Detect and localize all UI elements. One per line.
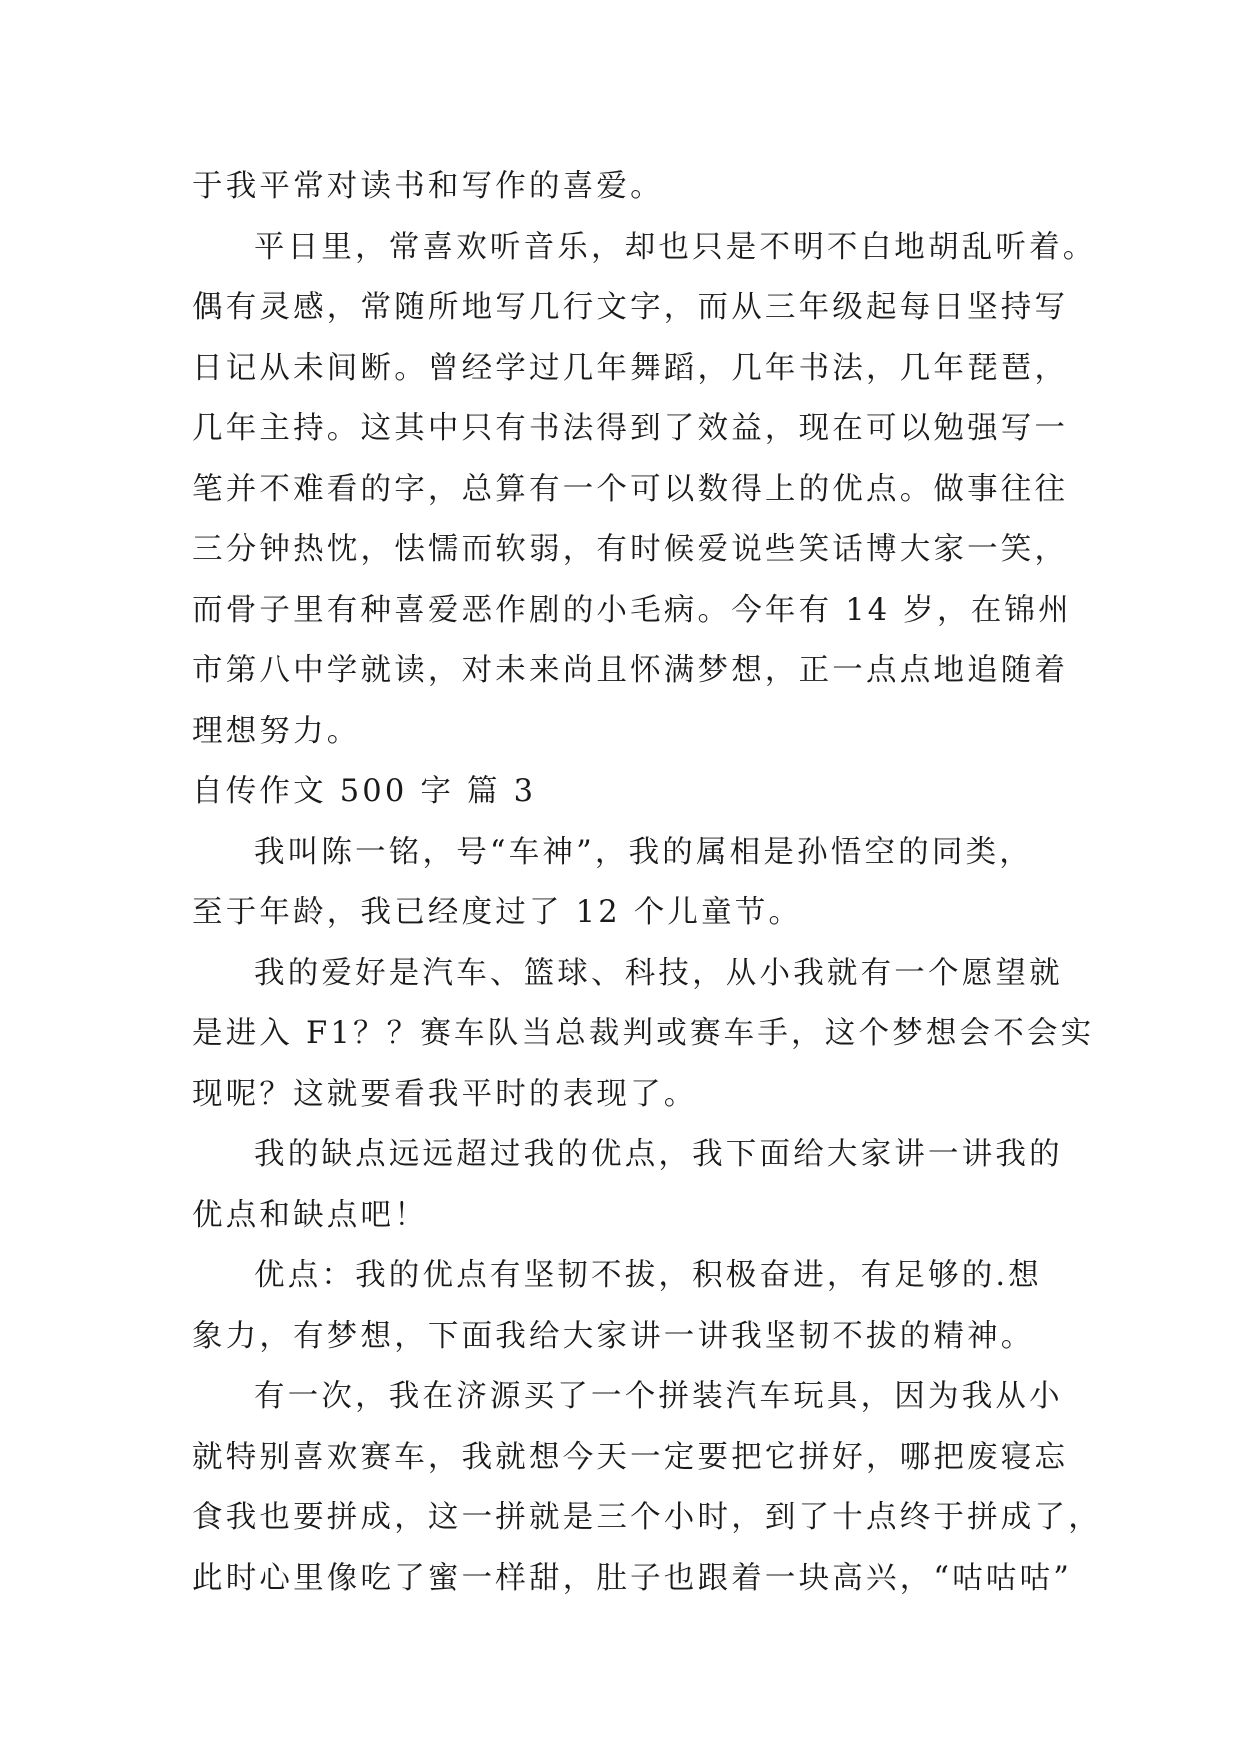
- text-line: 三分钟热忱，怯懦而软弱，有时候爱说些笑话博大家一笑，: [192, 532, 1069, 567]
- text-line: 优点和缺点吧！: [192, 1197, 428, 1233]
- text-line: 食我也要拼成，这一拼就是三个小时，到了十点终于拼成了，: [192, 1500, 1102, 1535]
- text-line: 几年主持。这其中只有书法得到了效益，现在可以勉强写一: [192, 411, 1069, 446]
- text-line: 市第八中学就读，对未来尚且怀满梦想，正一点点地追随着: [192, 653, 1069, 688]
- text-line: 平日里，常喜欢听音乐，却也只是不明不白地胡乱听着。: [254, 229, 1097, 265]
- text-line: 优点：我的优点有坚韧不拔，积极奋进，有足够的.想: [254, 1258, 1042, 1293]
- text-line: 笔并不难看的字，总算有一个可以数得上的优点。做事往往: [192, 471, 1069, 507]
- text-line: 现呢？这就要看我平时的表现了。: [192, 1076, 698, 1112]
- section-heading: 自传作文 500 字 篇 3: [192, 774, 537, 809]
- text-line: 就特别喜欢赛车，我就想今天一定要把它拼好，哪把废寝忘: [192, 1439, 1069, 1475]
- text-line: 而骨子里有种喜爱恶作剧的小毛病。今年有 14 岁，在锦州: [192, 592, 1072, 628]
- document-body: [192, 157, 1102, 1609]
- text-line: 理想努力。: [192, 713, 361, 749]
- text-line: 我叫陈一铭，号“车神”，我的属相是孙悟空的同类，: [254, 834, 1033, 870]
- text-line: 我的爱好是汽车、篮球、科技，从小我就有一个愿望就: [254, 955, 1063, 991]
- text-line: 日记从未间断。曾经学过几年舞蹈，几年书法，几年琵琶，: [192, 350, 1069, 386]
- text-line: 此时心里像吃了蜜一样甜，肚子也跟着一块高兴，“咕咕咕”: [192, 1560, 1073, 1596]
- text-line: 至于年龄，我已经度过了 12 个儿童节。: [192, 895, 803, 930]
- text-line: 是进入 F1？？赛车队当总裁判或赛车手，这个梦想会不会实: [192, 1016, 1095, 1051]
- text-line: 偶有灵感，常随所地写几行文字，而从三年级起每日坚持写: [192, 290, 1069, 325]
- text-line: 于我平常对读书和写作的喜爱。: [192, 169, 664, 204]
- text-line: 有一次，我在济源买了一个拼装汽车玩具，因为我从小: [254, 1379, 1063, 1414]
- text-line: 我的缺点远远超过我的优点，我下面给大家讲一讲我的: [254, 1137, 1063, 1172]
- text-line: 象力，有梦想，下面我给大家讲一讲我坚韧不拔的精神。: [192, 1318, 1035, 1354]
